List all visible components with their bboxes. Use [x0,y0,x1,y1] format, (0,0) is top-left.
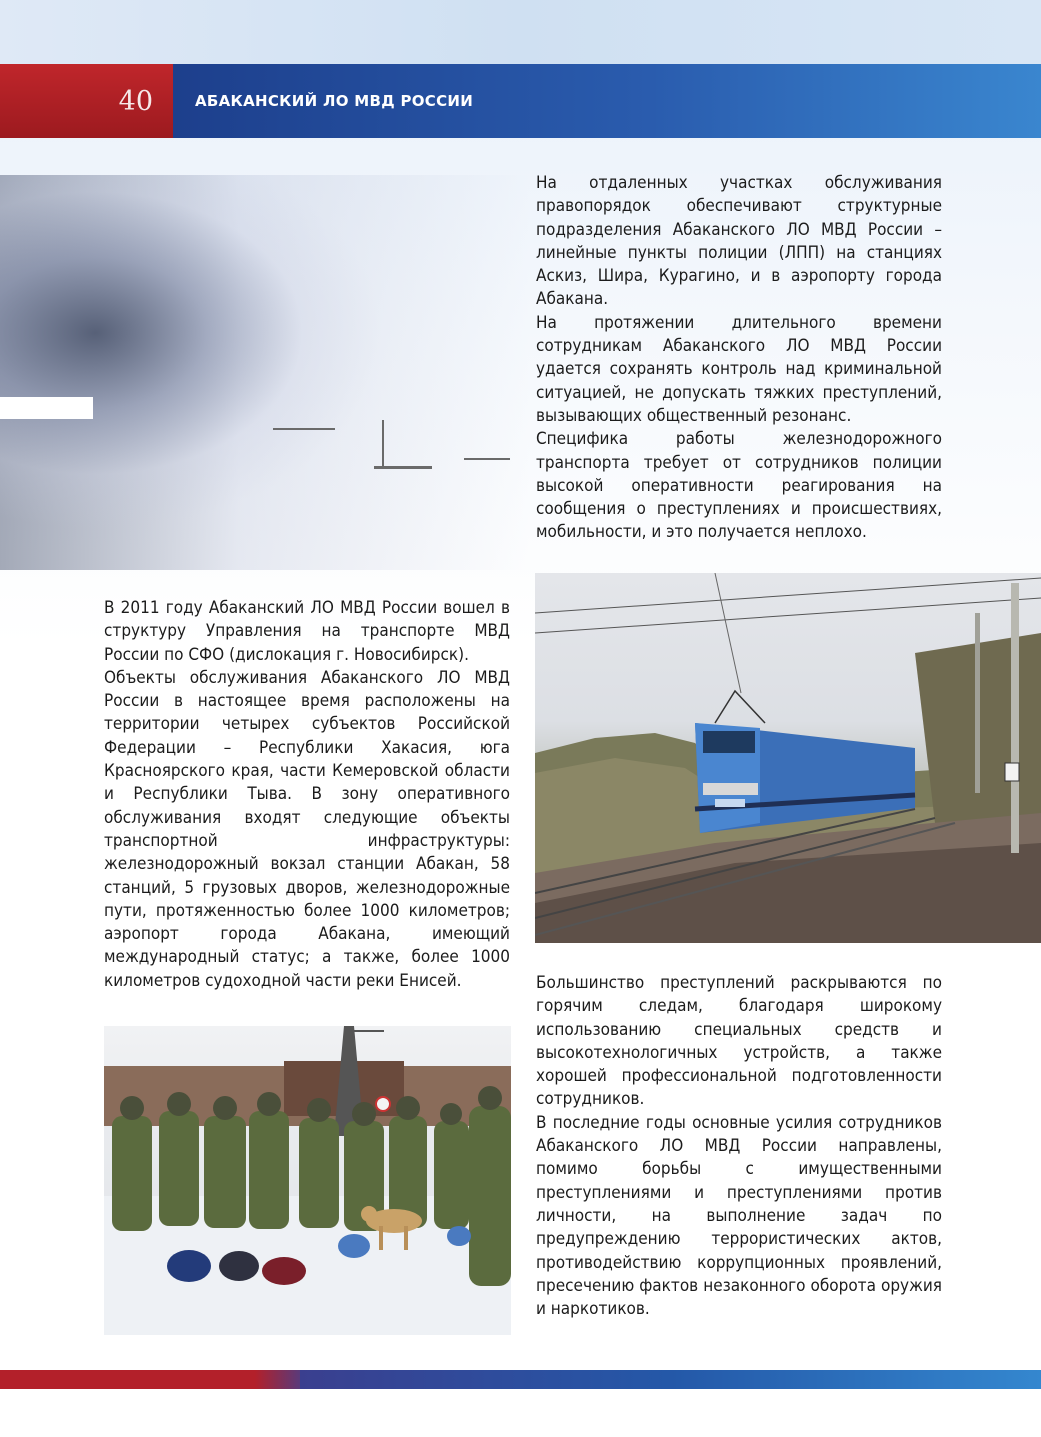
decorative-line [374,466,432,469]
decorative-line [464,458,510,460]
decorative-line [382,420,384,466]
paragraph: В 2011 году Абаканский ЛО МВД России вошел в структуру Управления на транспорте МВД России по СФО (дислокация г. Новосибирск). [104,598,510,665]
paragraph: В последние годы основные усилия сотрудников Абаканского ЛО МВД России направлены, помимо борьбы с имущественными преступлениями и преступлениями против личности, на выполнение задач по предупреждению террористических актов, противодействию коррупционных проявлений, пресечению фактов незаконного оборота оружия и наркотиков. [536,1112,942,1320]
faded-background-photo [0,175,530,570]
paragraph: На протяжении длительного времени сотрудникам Абаканского ЛО МВД России удается сохранять контроль над криминальной ситуацией, не допускать тяжких преступлений, вызывающих общественный резонанс. [536,312,942,426]
paragraph: На отдаленных участках обслуживания правопорядок обеспечивают структурные подразделения Абаканского ЛО МВД России – линейные пункты полиции (ЛПП) на станциях Аскиз, Шира, Курагино, и в аэропорту города Абакана. [536,173,942,310]
header-title: АБАКАНСКИЙ ЛО МВД РОССИИ [195,92,474,110]
soldiers-photo [104,1026,511,1335]
text-block-left [104,597,510,993]
soldiers-photo-icon [104,1026,511,1335]
train-photo [535,573,1041,943]
paragraph: Специфика работы железнодорожного транспорта требует от сотрудников полиции высокой оперативности реагирования на сообщения о преступлениях и происшествиях, мобильности, и это получается неплохо. [536,429,942,543]
page-number: 40 [118,85,153,117]
page-number-box [0,64,173,138]
page-header [0,64,1041,138]
paragraph: Объекты обслуживания Абаканского ЛО МВД России в настоящее время расположены на территории четырех субъектов Российской Федерации – Республики Хакасия, юга Красноярского края, части Кемеровской области и Республики Тыва. В зону оперативного обслуживания входят следующие объекты транспортной инфраструктуры: железнодорожный вокзал станции Абакан, 58 станций, 5 грузовых дворов, железнодорожные пути, протяженностью более 1000 километров; аэропорт города Абакана, имеющий международный статус; а также, более 1000 километров судоходной части реки Енисей. [104,667,510,991]
white-stripe [0,397,93,419]
text-block-bottom [536,972,942,1321]
page-footer-bar [0,1370,1041,1389]
train-photo-icon [535,573,1041,943]
text-block-top [536,172,942,545]
decorative-line [273,428,335,430]
paragraph: Большинство преступлений раскрываются по горячим следам, благодаря широкому использованию специальных средств и высокотехнологичных устройств, а также хорошей профессиональной подготовленности сотрудников. [536,973,942,1110]
header-title-box [173,64,1041,138]
footer-red-stripe [0,1370,300,1389]
page-top-tint [0,0,1041,64]
footer-blue-stripe [300,1370,1041,1389]
